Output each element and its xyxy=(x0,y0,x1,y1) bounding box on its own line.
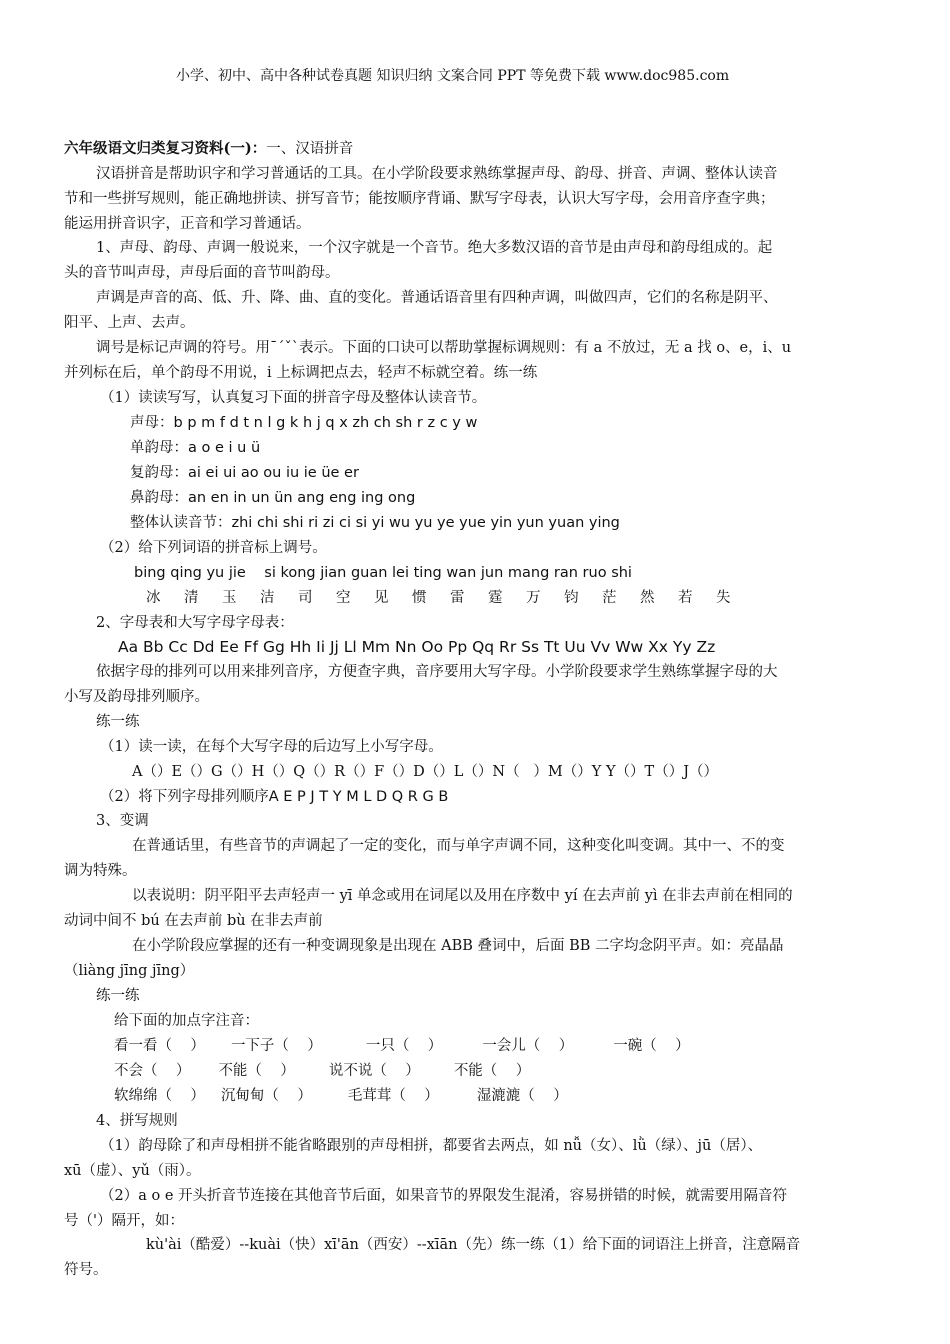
word-item: 软绵绵（ ） xyxy=(114,1088,205,1104)
shengmu-list: b p m f d t n l g k h j q x zh ch sh r z c y w xyxy=(173,415,478,431)
biyun-row xyxy=(130,488,415,508)
word-item: 不能（ ） xyxy=(218,1063,295,1079)
char: 清 xyxy=(184,590,199,606)
rule2-line-1: （2）a o e 开头折音节连接在其他音节后面，如果音节的界限发生混淆，容易拼错的时候，就需要用隔音符 xyxy=(100,1188,788,1204)
danyun-list: a o e i u ü xyxy=(188,440,261,456)
word-item: 一碗（ ） xyxy=(613,1038,690,1054)
char: 失 xyxy=(716,590,731,606)
tone-mark-line-1: 调号是标记声调的符号。用ˉˊˇˋ表示。下面的口诀可以帮助掌握标调规则：有 a 不放过，无 a 找 o、e，i、u xyxy=(96,340,792,356)
shengmu-row xyxy=(130,413,477,433)
table-line-1: 以表说明：阴平阳平去声轻声一 yī 单念或用在词尾以及用在序数中 yí 在去声前 yì 在非去声前在相同的 xyxy=(132,888,793,904)
char: 钧 xyxy=(564,590,579,606)
abb-line-1: 在小学阶段应掌握的还有一种变调现象是出现在 ABB 叠词中，后面 BB 二字均念阴平声。如：亮晶晶 xyxy=(132,938,784,954)
char: 惯 xyxy=(412,590,427,606)
exercise-1: （1）读读写写，认真复习下面的拼音字母及整体认读音节。 xyxy=(100,390,487,406)
table-line-2: 动词中间不 bú 在去声前 bù 在非去声前 xyxy=(64,913,323,929)
tone-mark-line-2: 并列标在后，单个韵母不用说，i 上标调把点去，轻声不标就空着。练一练 xyxy=(64,365,538,381)
example-line-1: kù'ài（酷爱）--kuài（快）xī'ān（西安）--xīān（先）练一练（1）给下面的词语注上拼音，注意隔音 xyxy=(146,1237,801,1253)
char: 霆 xyxy=(488,590,503,606)
section1-line-1: 1、声母、韵母、声调一般说来，一个汉字就是一个音节。绝大多数汉语的音节是由声母和韵母组成的。起 xyxy=(96,240,773,256)
char: 洁 xyxy=(260,590,275,606)
intro-line-3: 能运用拼音识字，正音和学习普通话。 xyxy=(64,216,311,232)
exercise-2: （2）给下列词语的拼音标上调号。 xyxy=(100,540,327,556)
biyun-label: 鼻韵母： xyxy=(130,490,188,506)
practice-heading-2: 练一练 xyxy=(96,988,140,1004)
word-item: 看一看（ ） xyxy=(114,1038,205,1054)
word-item: 不能（ ） xyxy=(453,1063,531,1079)
word-item: 不会（ ） xyxy=(114,1063,191,1079)
biyun-list: an en in un ün ang eng ing ong xyxy=(188,490,416,506)
words-row-2 xyxy=(114,1061,530,1081)
section4-title: 4、拼写规则 xyxy=(96,1113,178,1129)
section-title xyxy=(64,139,353,159)
word-item: 毛茸茸（ ） xyxy=(347,1088,439,1104)
tone-line-2: 阳平、上声、去声。 xyxy=(64,315,195,331)
pinyin-row: bing qing yu jie si kong jian guan lei ting wan jun mang ran ruo shi xyxy=(134,565,632,581)
intro-line-2: 节和一些拼写规则，能正确地拼读、拼写音节；能按顺序背诵、默写字母表，认识大写字母，会用音序查字典； xyxy=(64,191,775,207)
rule1-line-1: （1）韵母除了和声母相拼不能省略跟别的声母相拼，都要省去两点，如 nǚ（女）、lǜ（绿）、jū（居）、 xyxy=(100,1138,763,1154)
zhengti-label: 整体认读音节： xyxy=(130,515,232,531)
word-item: 一下子（ ） xyxy=(230,1038,322,1054)
char: 空 xyxy=(336,590,351,606)
title-rest: 一、汉语拼音 xyxy=(266,141,354,157)
biandiao-line-1: 在普通话里，有些音节的声调起了一定的变化，而与单字声调不同，这种变化叫变调。其中一、不的变 xyxy=(132,838,785,854)
words-row-3 xyxy=(114,1086,568,1106)
word-item: 说不说（ ） xyxy=(328,1063,420,1079)
character-row xyxy=(146,588,754,608)
rule2-line-2: 号（'）隔开，如： xyxy=(64,1213,184,1229)
char: 雷 xyxy=(450,590,465,606)
char: 茫 xyxy=(602,590,617,606)
rule1-line-2: xū（虚）、yǔ（雨）。 xyxy=(64,1163,201,1179)
word-item: 一只（ ） xyxy=(365,1038,443,1054)
word-item: 沉甸甸（ ） xyxy=(220,1088,312,1104)
section1-line-2: 头的音节叫声母，声母后面的音节叫韵母。 xyxy=(64,265,340,281)
abb-line-2: （liàng jīng jīng） xyxy=(64,963,195,979)
page-header: 小学、初中、高中各种试卷真题 知识归纳 文案合同 PPT 等免费下载 www.doc985.com xyxy=(176,68,730,84)
char: 若 xyxy=(678,590,693,606)
char: 司 xyxy=(298,590,313,606)
intro-line-1: 汉语拼音是帮助识字和学习普通话的工具。在小学阶段要求熟练掌握声母、韵母、拼音、声调、整体认读音 xyxy=(96,166,778,182)
word-item: 一会儿（ ） xyxy=(482,1038,574,1054)
tone-line-1: 声调是声音的高、低、升、降、曲、直的变化。普通话语音里有四种声调，叫做四声，它们的名称是阴平、 xyxy=(96,290,778,306)
fuyun-list: ai ei ui ao ou iu ie üe er xyxy=(188,465,359,481)
example-line-2: 符号。 xyxy=(64,1262,108,1278)
char: 玉 xyxy=(222,590,237,606)
exercise-4 xyxy=(100,787,448,807)
danyun-label: 单韵母： xyxy=(130,440,188,456)
char: 冰 xyxy=(146,590,161,606)
alphabet-row: Aa Bb Cc Dd Ee Ff Gg Hh Ii Jj Ll Mm Nn Oo Pp Qq Rr Ss Tt Uu Vv Ww Xx Yy Zz xyxy=(118,638,716,656)
exercise-3: （1）读一读，在每个大写字母的后边写上小写字母。 xyxy=(100,739,443,755)
zhengti-list: zhi chi shi ri zi ci si yi wu yu ye yue yin yun yuan ying xyxy=(231,515,620,531)
letters-row: A（）E（）G（）H（）Q（）R（）F（）D（）L（）N（ ）M（）Y Y（）T（）J（） xyxy=(132,764,719,780)
biandiao-line-2: 调为特殊。 xyxy=(64,863,137,879)
exercise-4-text: （2）将下列字母排列顺序 xyxy=(100,789,269,805)
exercise-4-letters: A E P J T Y M L D Q R G B xyxy=(268,789,449,805)
title-bold: 六年级语文归类复习资料(一)： xyxy=(64,140,267,157)
shengmu-label: 声母： xyxy=(130,415,174,431)
char: 然 xyxy=(640,590,655,606)
practice-heading: 练一练 xyxy=(96,714,140,730)
fuyun-row xyxy=(130,463,359,483)
order-line-2: 小写及韵母排列顺序。 xyxy=(64,689,209,705)
fuyun-label: 复韵母： xyxy=(130,465,188,481)
char: 见 xyxy=(374,590,389,606)
exercise-5: 给下面的加点字注音： xyxy=(114,1013,259,1029)
words-row-1 xyxy=(114,1036,690,1056)
section2-title: 2、字母表和大写字母字母表： xyxy=(96,615,294,631)
section3-title: 3、变调 xyxy=(96,813,149,829)
danyun-row xyxy=(130,438,260,458)
word-item: 湿漉漉（ ） xyxy=(476,1088,568,1104)
zhengti-row xyxy=(130,513,620,533)
order-line-1: 依据字母的排列可以用来排列音序，方便查字典，音序要用大写字母。小学阶段要求学生熟练掌握字母的大 xyxy=(96,664,778,680)
char: 万 xyxy=(526,590,541,606)
